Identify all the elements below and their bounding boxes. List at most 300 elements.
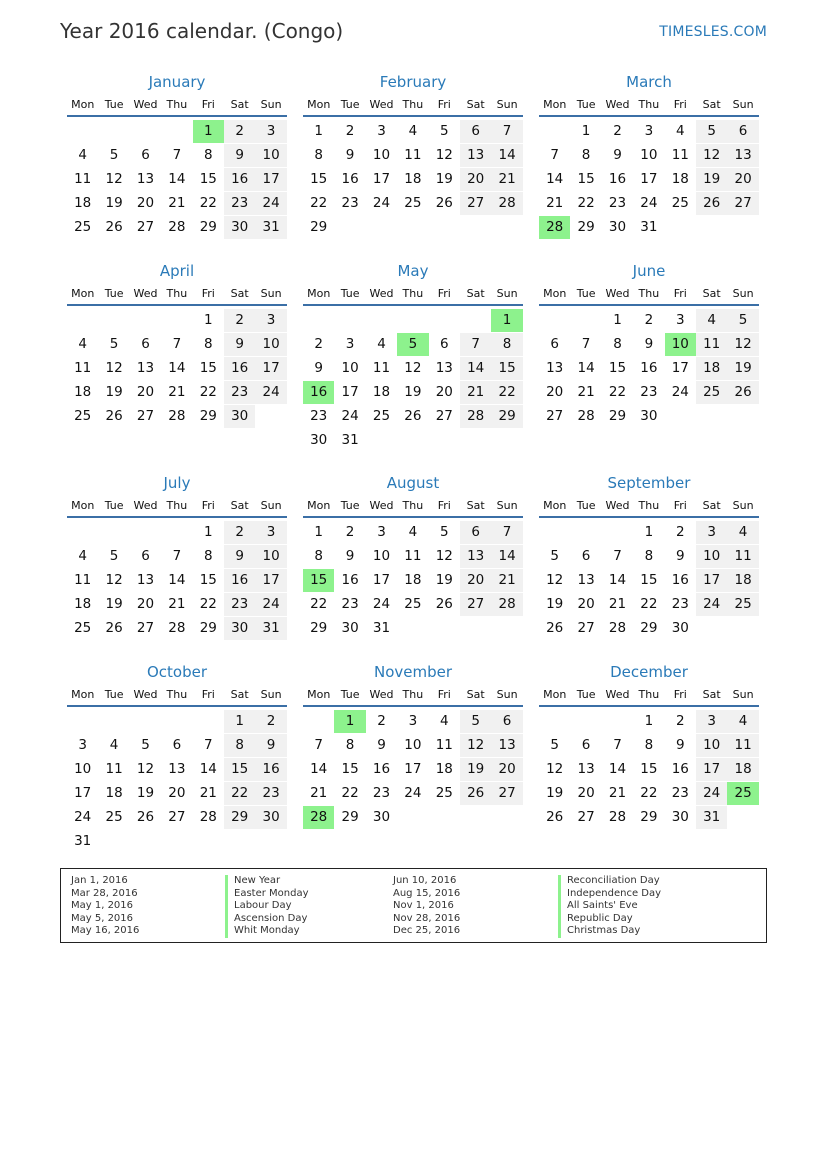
date-cell: 20 — [136, 195, 155, 211]
date-cell: 28 — [608, 809, 627, 825]
date-cell: 3 — [696, 710, 727, 733]
date-cell: 24 — [372, 195, 391, 211]
date-cell: 24 — [372, 596, 391, 612]
date-cell: 31 — [341, 432, 359, 448]
date-cell: 8 — [644, 737, 654, 753]
legend-holiday-name: Easter Monday — [225, 888, 309, 901]
date-cell: 13 — [136, 572, 155, 588]
weekday-header: Wed — [133, 499, 158, 512]
date-cell: 19 — [435, 171, 453, 187]
date-cell: 17 — [255, 569, 286, 592]
date-cell: 27 — [136, 620, 155, 636]
weekday-header: Mon — [543, 499, 567, 512]
date-cell: 2 — [314, 336, 323, 352]
date-cell: 21 — [199, 785, 217, 801]
date-cell: 13 — [546, 360, 564, 376]
month-divider — [67, 304, 287, 306]
weekday-header: Sat — [230, 287, 249, 300]
date-cell: 29 — [199, 219, 217, 235]
date-cell: 23 — [341, 596, 359, 612]
date-cell: 26 — [460, 782, 491, 805]
date-cell: 29 — [199, 408, 217, 424]
date-cell: 8 — [644, 548, 654, 564]
date-cell: 25 — [74, 219, 92, 235]
date-cell: 14 — [310, 761, 328, 777]
date-cell: 27 — [577, 620, 595, 636]
date-cell: 30 — [310, 432, 328, 448]
date-cell: 4 — [439, 713, 449, 729]
date-cell: 23 — [341, 195, 359, 211]
date-cell: 24 — [341, 408, 359, 424]
date-cell: 3 — [345, 336, 355, 352]
date-cell: 11 — [404, 147, 422, 163]
weekday-header: Thu — [638, 98, 660, 111]
date-cell: 9 — [613, 147, 622, 163]
date-cell: 24 — [696, 782, 727, 805]
date-cell: 10 — [255, 333, 286, 356]
weekday-header: Tue — [104, 499, 124, 512]
date-cell: 9 — [644, 336, 654, 352]
date-cell: 17 — [74, 785, 92, 801]
date-cell: 21 — [546, 195, 564, 211]
date-cell: 26 — [435, 596, 453, 612]
weekday-header: Sun — [260, 688, 282, 701]
date-cell: 6 — [550, 336, 559, 352]
weekday-header: Fri — [673, 499, 687, 512]
weekday-header: Mon — [307, 287, 331, 300]
date-cell: 6 — [141, 548, 150, 564]
date-cell: 27 — [168, 809, 186, 825]
date-cell: 24 — [255, 593, 286, 616]
date-cell: 10 — [696, 545, 727, 568]
date-cell: 21 — [491, 569, 522, 592]
date-cell: 11 — [105, 761, 123, 777]
date-cell: 7 — [613, 737, 622, 753]
weekday-header: Wed — [369, 499, 394, 512]
date-cell: 2 — [224, 521, 255, 544]
date-cell: 25 — [404, 596, 422, 612]
date-cell: 17 — [341, 384, 359, 400]
date-cell: 14 — [168, 360, 186, 376]
date-cell: 28 — [491, 192, 522, 215]
date-cell: 19 — [136, 785, 155, 801]
weekday-header: Wed — [369, 688, 394, 701]
date-cell: 18 — [74, 384, 92, 400]
date-cell: 26 — [546, 620, 564, 636]
date-cell: 5 — [439, 123, 449, 139]
date-cell: 4 — [408, 524, 418, 540]
holiday-legend — [60, 868, 767, 943]
date-cell: 20 — [546, 384, 564, 400]
weekday-header: Wed — [133, 287, 158, 300]
date-cell: 4 — [78, 336, 87, 352]
date-cell: 11 — [727, 734, 758, 757]
month-divider — [67, 516, 287, 518]
date-cell: 3 — [377, 123, 386, 139]
date-cell: 7 — [172, 336, 182, 352]
date-cell: 29 — [491, 405, 522, 428]
date-cell: 7 — [613, 548, 622, 564]
date-cell: 25 — [727, 593, 758, 616]
date-cell: 30 — [372, 809, 391, 825]
date-cell: 13 — [577, 761, 595, 777]
date-cell: 7 — [491, 120, 522, 143]
site-link[interactable]: TIMESLES.COM — [659, 24, 767, 40]
date-cell: 9 — [255, 734, 286, 757]
weekday-header: Wed — [605, 688, 630, 701]
weekday-header: Sun — [496, 98, 518, 111]
month-divider — [67, 115, 287, 117]
holiday-date-cell: 1 — [334, 710, 365, 733]
weekday-header: Sat — [702, 688, 721, 701]
date-cell: 12 — [460, 734, 491, 757]
weekday-header: Sat — [702, 287, 721, 300]
weekday-header: Thu — [402, 688, 424, 701]
weekday-header: Thu — [638, 688, 660, 701]
date-cell: 20 — [435, 384, 453, 400]
month-name: October — [146, 663, 208, 681]
date-cell: 30 — [341, 620, 359, 636]
date-cell: 29 — [310, 219, 328, 235]
date-cell: 20 — [136, 596, 155, 612]
date-cell: 24 — [640, 195, 658, 211]
weekday-header: Mon — [71, 98, 95, 111]
date-cell: 19 — [404, 384, 422, 400]
date-cell: 4 — [727, 521, 758, 544]
date-cell: 1 — [314, 123, 323, 139]
date-cell: 17 — [671, 360, 689, 376]
month-name: July — [163, 474, 191, 492]
date-cell: 31 — [372, 620, 391, 636]
date-cell: 7 — [550, 147, 559, 163]
weekday-header: Wed — [133, 98, 158, 111]
date-cell: 12 — [105, 360, 123, 376]
date-cell: 3 — [408, 713, 418, 729]
date-cell: 15 — [608, 360, 627, 376]
weekday-header: Fri — [673, 287, 687, 300]
date-cell: 8 — [203, 336, 213, 352]
date-cell: 2 — [644, 312, 654, 328]
date-cell: 10 — [696, 734, 727, 757]
date-cell: 20 — [460, 168, 491, 191]
date-cell: 28 — [577, 408, 595, 424]
date-cell: 12 — [696, 144, 727, 167]
date-cell: 5 — [109, 336, 119, 352]
date-cell: 24 — [671, 384, 689, 400]
date-cell: 21 — [460, 381, 491, 404]
date-cell: 17 — [696, 569, 727, 592]
date-cell: 30 — [671, 809, 689, 825]
date-cell: 2 — [613, 123, 622, 139]
date-cell: 25 — [74, 408, 92, 424]
date-cell: 22 — [341, 785, 359, 801]
legend-date: Aug 15, 2016 — [393, 887, 461, 899]
date-cell: 20 — [577, 785, 595, 801]
weekday-header: Fri — [201, 688, 215, 701]
holiday-date-cell: 1 — [491, 309, 522, 332]
month-name: September — [607, 474, 691, 492]
date-cell: 10 — [255, 545, 286, 568]
date-cell: 31 — [255, 617, 286, 640]
date-cell: 16 — [255, 758, 286, 781]
date-cell: 25 — [404, 195, 422, 211]
date-cell: 2 — [255, 710, 286, 733]
date-cell: 27 — [577, 809, 595, 825]
date-cell: 1 — [203, 524, 213, 540]
date-cell: 27 — [460, 593, 491, 616]
date-cell: 19 — [460, 758, 491, 781]
date-cell: 31 — [74, 833, 92, 849]
date-cell: 13 — [136, 360, 155, 376]
date-cell: 16 — [671, 572, 689, 588]
date-cell: 3 — [675, 312, 685, 328]
date-cell: 15 — [640, 572, 658, 588]
date-cell: 7 — [172, 147, 182, 163]
date-cell: 22 — [310, 596, 328, 612]
date-cell: 19 — [546, 596, 564, 612]
date-cell: 9 — [345, 147, 355, 163]
date-cell: 18 — [372, 384, 391, 400]
date-cell: 4 — [408, 123, 418, 139]
date-cell: 13 — [435, 360, 453, 376]
month-name: February — [379, 73, 447, 91]
date-cell: 13 — [136, 171, 155, 187]
date-cell: 11 — [74, 171, 92, 187]
date-cell: 28 — [168, 219, 186, 235]
weekday-header: Sat — [466, 688, 485, 701]
weekday-header: Sun — [496, 499, 518, 512]
date-cell: 12 — [105, 572, 123, 588]
weekday-header: Tue — [576, 688, 596, 701]
month-name: April — [159, 262, 195, 280]
date-cell: 26 — [105, 620, 123, 636]
date-cell: 14 — [460, 357, 491, 380]
date-cell: 3 — [255, 521, 286, 544]
weekday-header: Sat — [230, 499, 249, 512]
date-cell: 20 — [460, 569, 491, 592]
date-cell: 28 — [168, 620, 186, 636]
date-cell: 13 — [168, 761, 186, 777]
weekday-header: Thu — [166, 688, 188, 701]
date-cell: 6 — [141, 147, 150, 163]
weekday-header: Sat — [230, 98, 249, 111]
date-cell: 11 — [671, 147, 689, 163]
weekday-header: Sun — [732, 98, 754, 111]
date-cell: 11 — [74, 360, 92, 376]
date-cell: 18 — [74, 596, 92, 612]
date-cell: 5 — [109, 548, 119, 564]
month-divider — [539, 115, 759, 117]
weekday-header: Wed — [605, 98, 630, 111]
date-cell: 26 — [136, 809, 155, 825]
date-cell: 29 — [608, 408, 627, 424]
date-cell: 15 — [199, 171, 217, 187]
weekday-header: Tue — [340, 499, 360, 512]
month-name: August — [386, 474, 440, 492]
date-cell: 8 — [345, 737, 355, 753]
date-cell: 29 — [577, 219, 595, 235]
month-divider — [303, 516, 523, 518]
date-cell: 9 — [224, 333, 255, 356]
date-cell: 30 — [224, 216, 255, 239]
date-cell: 17 — [696, 758, 727, 781]
date-cell: 21 — [608, 596, 627, 612]
weekday-header: Wed — [369, 98, 394, 111]
weekday-header: Thu — [166, 287, 188, 300]
date-cell: 25 — [372, 408, 391, 424]
legend-date: May 16, 2016 — [71, 925, 140, 936]
date-cell: 1 — [644, 713, 654, 729]
date-cell: 5 — [141, 737, 150, 753]
holiday-date-cell: 28 — [539, 216, 570, 239]
date-cell: 15 — [640, 761, 658, 777]
date-cell: 29 — [310, 620, 328, 636]
date-cell: 15 — [199, 360, 217, 376]
legend-holiday-name: New Year — [225, 875, 280, 888]
date-cell: 25 — [74, 620, 92, 636]
legend-date: Nov 1, 2016 — [393, 900, 454, 911]
date-cell: 16 — [224, 569, 255, 592]
date-cell: 10 — [640, 147, 658, 163]
date-cell: 12 — [435, 147, 453, 163]
date-cell: 26 — [727, 381, 758, 404]
date-cell: 4 — [78, 147, 87, 163]
date-cell: 24 — [74, 809, 92, 825]
weekday-header: Mon — [543, 688, 567, 701]
date-cell: 3 — [255, 309, 286, 332]
date-cell: 27 — [460, 192, 491, 215]
date-cell: 12 — [404, 360, 422, 376]
date-cell: 14 — [168, 171, 186, 187]
weekday-header: Mon — [543, 287, 567, 300]
weekday-header: Sun — [496, 287, 518, 300]
month-name: December — [610, 663, 688, 681]
date-cell: 21 — [577, 384, 595, 400]
weekday-header: Sun — [732, 287, 754, 300]
date-cell: 24 — [255, 381, 286, 404]
date-cell: 28 — [608, 620, 627, 636]
month-divider — [303, 304, 523, 306]
date-cell: 9 — [224, 144, 255, 167]
weekday-header: Tue — [576, 287, 596, 300]
date-cell: 4 — [78, 548, 87, 564]
weekday-header: Mon — [307, 499, 331, 512]
date-cell: 22 — [224, 782, 255, 805]
date-cell: 22 — [640, 596, 658, 612]
date-cell: 26 — [546, 809, 564, 825]
legend-holiday-name: All Saints' Eve — [558, 900, 638, 913]
date-cell: 1 — [224, 710, 255, 733]
date-cell: 23 — [310, 408, 328, 424]
date-cell: 6 — [460, 120, 491, 143]
date-cell: 10 — [74, 761, 92, 777]
date-cell: 19 — [546, 785, 564, 801]
weekday-header: Mon — [307, 688, 331, 701]
date-cell: 25 — [105, 809, 123, 825]
legend-date: Mar 28, 2016 — [71, 887, 138, 899]
weekday-header: Sun — [260, 287, 282, 300]
weekday-header: Mon — [71, 688, 95, 701]
date-cell: 16 — [224, 357, 255, 380]
date-cell: 16 — [608, 171, 627, 187]
date-cell: 30 — [671, 620, 689, 636]
date-cell: 28 — [491, 593, 522, 616]
month-name: November — [373, 663, 453, 681]
weekday-header: Fri — [437, 287, 451, 300]
date-cell: 25 — [435, 785, 453, 801]
date-cell: 8 — [203, 147, 213, 163]
date-cell: 12 — [727, 333, 758, 356]
date-cell: 22 — [640, 785, 658, 801]
weekday-header: Thu — [402, 499, 424, 512]
date-cell: 23 — [671, 596, 689, 612]
weekday-header: Mon — [71, 287, 95, 300]
date-cell: 15 — [341, 761, 359, 777]
date-cell: 16 — [341, 171, 359, 187]
date-cell: 27 — [727, 192, 758, 215]
date-cell: 10 — [404, 737, 422, 753]
date-cell: 19 — [727, 357, 758, 380]
date-cell: 22 — [577, 195, 595, 211]
date-cell: 5 — [439, 524, 449, 540]
date-cell: 4 — [377, 336, 386, 352]
page-title: Year 2016 calendar. (Congo) — [60, 19, 344, 43]
weekday-header: Thu — [638, 499, 660, 512]
date-cell: 17 — [372, 171, 391, 187]
legend-holiday-name: Labour Day — [225, 900, 292, 913]
date-cell: 1 — [203, 312, 213, 328]
date-cell: 6 — [439, 336, 449, 352]
date-cell: 11 — [74, 572, 92, 588]
date-cell: 13 — [491, 734, 522, 757]
date-cell: 14 — [608, 761, 627, 777]
month-divider — [539, 705, 759, 707]
date-cell: 23 — [640, 384, 658, 400]
date-cell: 4 — [727, 710, 758, 733]
date-cell: 4 — [109, 737, 119, 753]
date-cell: 28 — [460, 405, 491, 428]
date-cell: 1 — [581, 123, 591, 139]
date-cell: 17 — [404, 761, 422, 777]
date-cell: 9 — [675, 548, 685, 564]
date-cell: 16 — [224, 168, 255, 191]
date-cell: 23 — [608, 195, 627, 211]
holiday-date-cell: 1 — [193, 120, 224, 143]
date-cell: 12 — [435, 548, 453, 564]
date-cell: 29 — [640, 809, 658, 825]
date-cell: 12 — [546, 761, 564, 777]
date-cell: 27 — [546, 408, 564, 424]
month-name: March — [626, 73, 672, 91]
date-cell: 15 — [310, 171, 328, 187]
date-cell: 5 — [696, 120, 727, 143]
date-cell: 11 — [404, 548, 422, 564]
date-cell: 19 — [696, 168, 727, 191]
date-cell: 11 — [435, 737, 453, 753]
date-cell: 15 — [577, 171, 595, 187]
date-cell: 17 — [640, 171, 658, 187]
holiday-date-cell: 25 — [727, 782, 758, 805]
date-cell: 4 — [675, 123, 685, 139]
date-cell: 17 — [255, 357, 286, 380]
date-cell: 19 — [105, 195, 123, 211]
holiday-date-cell: 10 — [665, 333, 696, 356]
weekday-header: Tue — [104, 98, 124, 111]
weekday-header: Wed — [605, 287, 630, 300]
date-cell: 8 — [314, 548, 323, 564]
date-cell: 3 — [255, 120, 286, 143]
date-cell: 11 — [696, 333, 727, 356]
